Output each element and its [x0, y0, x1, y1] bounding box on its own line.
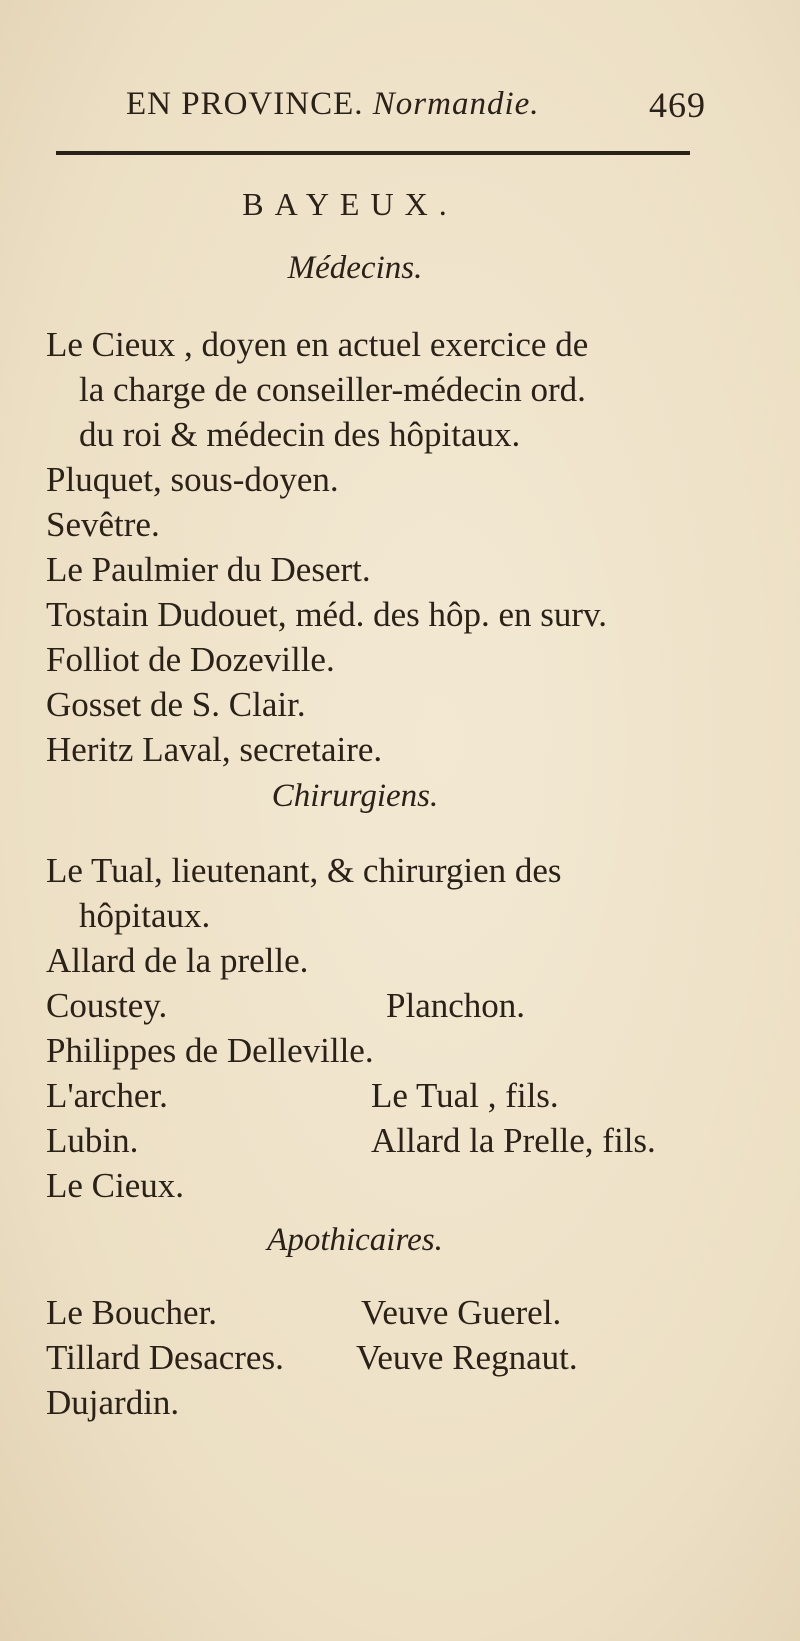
list-item: du roi & médecin des hôpitaux.	[79, 415, 521, 454]
section-heading-chirurgiens: Chirurgiens.	[271, 778, 439, 814]
row-left: Coustey.	[46, 986, 168, 1025]
row-right: Allard la Prelle, fils.	[371, 1121, 656, 1160]
row-left: Le Cieux.	[46, 1166, 185, 1205]
list-item: Pluquet, sous-doyen.	[46, 460, 339, 499]
apothicaires-list	[46, 1290, 726, 1425]
running-title	[126, 86, 540, 123]
table-row	[46, 1380, 726, 1425]
city-heading: BAYEUX.	[242, 186, 458, 222]
running-title-region: Normandie.	[372, 86, 540, 122]
list-item: Folliot de Dozeville.	[46, 640, 335, 679]
list-item: Le Cieux , doyen en actuel exercice de	[46, 325, 589, 364]
table-row	[46, 1073, 726, 1118]
list-item: hôpitaux.	[79, 896, 211, 935]
table-row	[46, 1163, 726, 1208]
header-rule	[56, 151, 690, 155]
row-left: Lubin.	[46, 1121, 139, 1160]
row-left: L'archer.	[46, 1076, 168, 1115]
table-row	[46, 1335, 726, 1380]
list-item: Gosset de S. Clair.	[46, 685, 306, 724]
row-left: Dujardin.	[46, 1383, 180, 1422]
list-item: Tostain Dudouet, méd. des hôp. en surv.	[46, 595, 608, 634]
list-item: la charge de conseiller-médecin ord.	[79, 370, 586, 409]
table-row	[46, 1118, 726, 1163]
running-title-main: EN PROVINCE.	[126, 86, 364, 122]
row-left: Tillard Desacres.	[46, 1338, 284, 1377]
row-right: Le Tual , fils.	[371, 1076, 559, 1115]
row-right: Planchon.	[386, 986, 526, 1025]
table-row	[46, 1290, 726, 1335]
list-item: Heritz Laval, secretaire.	[46, 730, 383, 769]
row-left: Philippes de Delleville.	[46, 1031, 374, 1070]
row-left: Le Boucher.	[46, 1293, 218, 1332]
list-item: Le Paulmier du Desert.	[46, 550, 371, 589]
section-heading-medecins: Médecins.	[287, 250, 423, 286]
list-item: Allard de la prelle.	[46, 941, 309, 980]
list-item: Le Tual, lieutenant, & chirurgien des	[46, 851, 562, 890]
row-right: Veuve Guerel.	[361, 1293, 562, 1332]
chirurgiens-list	[46, 848, 726, 1208]
page-number: 469	[649, 85, 706, 125]
table-row	[46, 1028, 726, 1073]
medecins-list	[46, 322, 726, 772]
page-header	[126, 80, 706, 130]
row-right: Veuve Regnaut.	[356, 1338, 578, 1377]
table-row	[46, 983, 726, 1028]
section-heading-apothicaires: Apothicaires.	[267, 1222, 443, 1258]
list-item: Sevêtre.	[46, 505, 160, 544]
